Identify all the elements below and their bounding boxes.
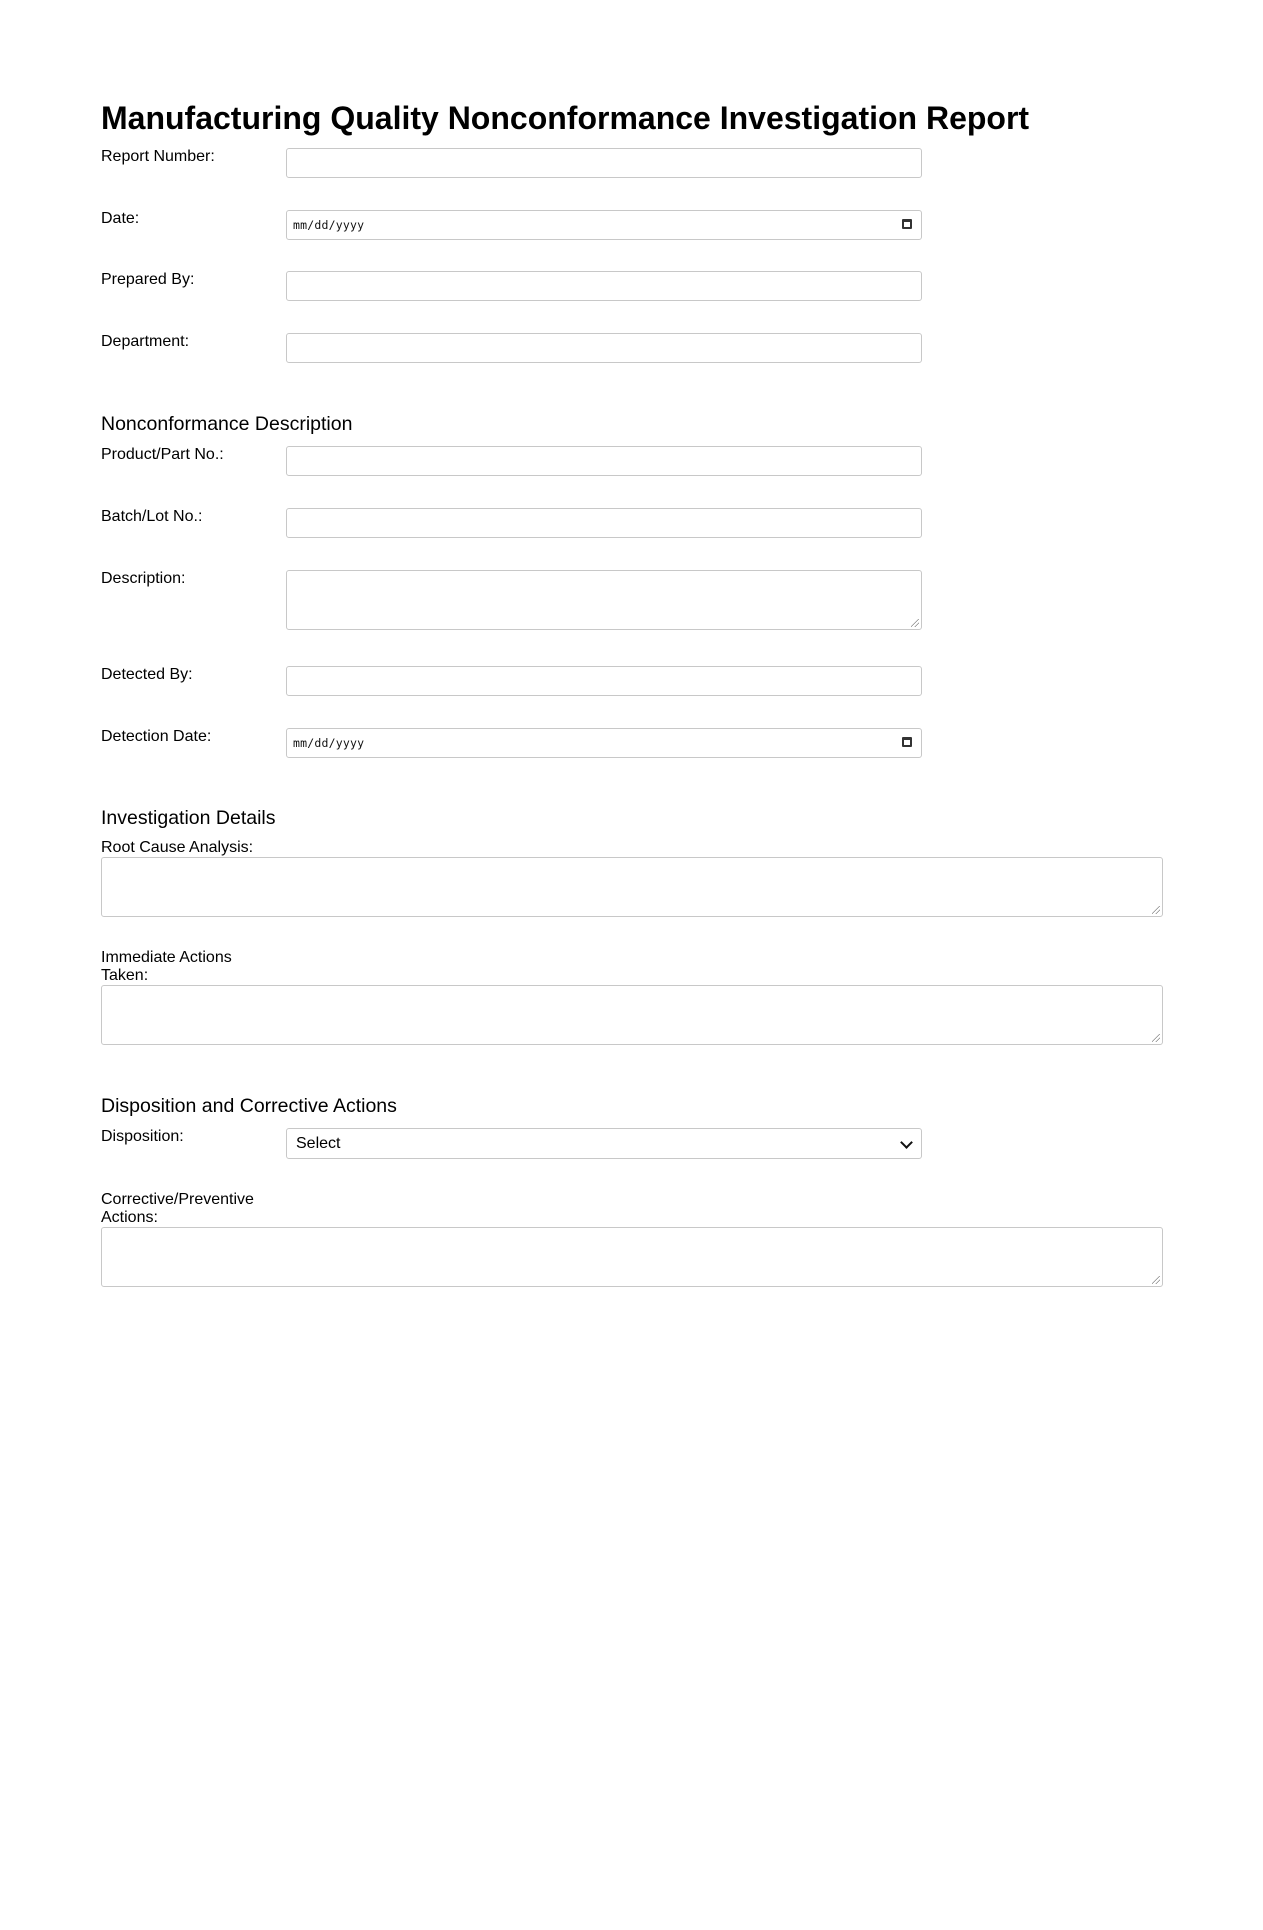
calendar-icon[interactable]	[902, 737, 912, 747]
detected-by-label: Detected By:	[101, 666, 193, 683]
section-heading-investigation: Investigation Details	[101, 807, 276, 829]
product-part-input[interactable]	[286, 446, 922, 476]
section-heading-disposition: Disposition and Corrective Actions	[101, 1095, 397, 1117]
department-label: Department:	[101, 333, 190, 350]
department-input[interactable]	[286, 333, 922, 363]
disposition-label: Disposition:	[101, 1128, 184, 1145]
corrective-actions-label-line2: Actions:	[101, 1209, 158, 1226]
disposition-selected-value: Select	[296, 1135, 341, 1152]
page-title: Manufacturing Quality Nonconformance Investigation Report	[101, 100, 1030, 136]
detected-by-input[interactable]	[286, 666, 922, 696]
disposition-select[interactable]	[286, 1128, 922, 1159]
resize-handle-icon[interactable]	[1152, 1276, 1160, 1284]
detection-date-placeholder: mm/dd/yyyy	[293, 736, 365, 750]
batch-lot-input[interactable]	[286, 508, 922, 538]
detection-date-input[interactable]	[286, 728, 922, 758]
prepared-by-input[interactable]	[286, 271, 922, 301]
immediate-actions-label	[101, 949, 286, 985]
report-number-input[interactable]	[286, 148, 922, 178]
date-label: Date:	[101, 210, 140, 227]
prepared-by-label: Prepared By:	[101, 271, 195, 288]
resize-handle-icon[interactable]	[1152, 906, 1160, 914]
corrective-actions-label-line1: Corrective/Preventive	[101, 1191, 254, 1208]
report-number-label: Report Number:	[101, 148, 215, 165]
corrective-actions-textarea[interactable]	[101, 1227, 1163, 1287]
chevron-down-icon	[900, 1136, 913, 1149]
root-cause-textarea[interactable]	[101, 857, 1163, 917]
product-part-label: Product/Part No.:	[101, 446, 224, 463]
root-cause-label: Root Cause Analysis:	[101, 839, 254, 856]
immediate-actions-label-line1: Immediate Actions	[101, 949, 232, 966]
description-label: Description:	[101, 570, 186, 587]
calendar-icon[interactable]	[902, 219, 912, 229]
resize-handle-icon[interactable]	[911, 619, 919, 627]
resize-handle-icon[interactable]	[1152, 1034, 1160, 1042]
immediate-actions-textarea[interactable]	[101, 985, 1163, 1045]
detection-date-label: Detection Date:	[101, 728, 212, 745]
description-textarea[interactable]	[286, 570, 922, 630]
corrective-actions-label	[101, 1191, 286, 1227]
date-input[interactable]	[286, 210, 922, 240]
immediate-actions-label-line2: Taken:	[101, 967, 149, 984]
section-heading-nonconformance: Nonconformance Description	[101, 413, 353, 435]
batch-lot-label: Batch/Lot No.:	[101, 508, 203, 525]
date-placeholder: mm/dd/yyyy	[293, 218, 365, 232]
